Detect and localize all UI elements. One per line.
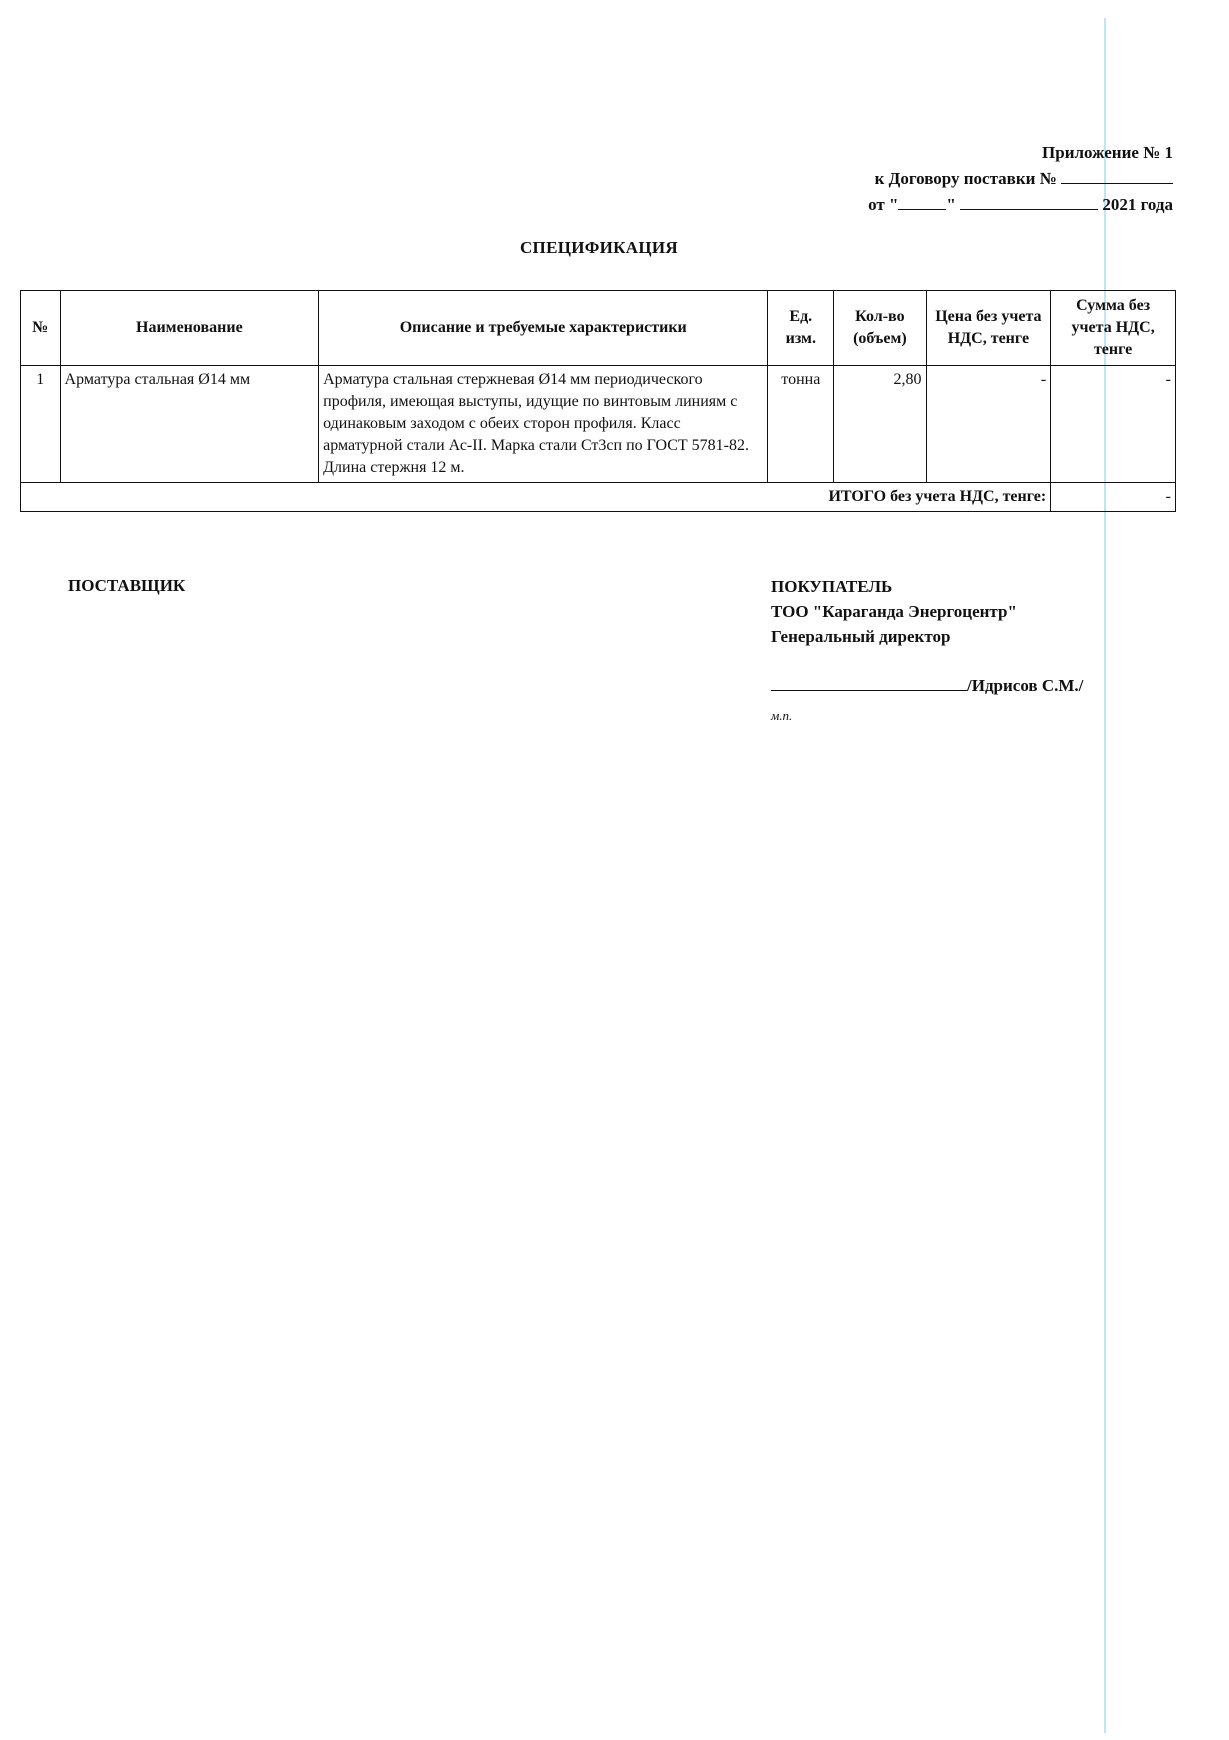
appendix-header [868,140,1173,218]
buyer-label: ПОКУПАТЕЛЬ [771,577,893,596]
total-row [21,483,1176,512]
date-day-blank [898,193,946,210]
stamp-place: м.п. [771,708,793,723]
header-price: Цена без учета НДС, тенге [926,291,1051,366]
document-title: СПЕЦИФИКАЦИЯ [519,238,679,257]
cell-price: - [926,366,1051,483]
cell-sum: - [1051,366,1176,483]
supplier-label: ПОСТАВЩИК [68,576,186,595]
cell-name: Арматура стальная Ø14 мм [60,366,319,483]
contract-number-line [868,166,1173,192]
contract-date-line [868,192,1173,218]
contract-number-blank [1061,167,1173,184]
cell-num: 1 [21,366,61,483]
signature-line [771,674,1083,696]
header-num: № [21,291,61,366]
cell-unit: тонна [768,366,834,483]
date-month-blank [960,193,1098,210]
header-quantity: Кол-во (объем) [834,291,926,366]
buyer-signatory: /Идрисов С.М./ [967,676,1084,695]
buyer-block [771,574,1017,649]
header-description: Описание и требуемые характеристики [319,291,768,366]
contract-prefix: к Договору поставки № [874,169,1057,188]
total-label: ИТОГО без учета НДС, тенге: [21,483,1051,512]
date-mid: " [946,195,956,214]
header-name: Наименование [60,291,319,366]
total-value: - [1051,483,1176,512]
table-row [21,366,1176,483]
table-header-row [21,291,1176,366]
cell-quantity: 2,80 [834,366,926,483]
scan-artifact-line [1104,18,1106,1733]
date-prefix: от " [868,195,899,214]
buyer-position: Генеральный директор [771,627,951,646]
header-sum: Сумма без учета НДС, тенге [1051,291,1176,366]
signature-blank [771,674,967,691]
cell-description: Арматура стальная стержневая Ø14 мм периодического профиля, имеющая выступы, идущие по винтовым линиям с одинаковым заходом с обеих сторон профиля. Класс арматурной стали Ас-II. Марка стали Ст3сп по ГОСТ 5781-82. Длина стержня 12 м. [319,366,768,483]
date-year: 2021 года [1102,195,1173,214]
appendix-number: Приложение № 1 [1042,143,1173,162]
buyer-company: ТОО "Караганда Энергоцентр" [771,602,1017,621]
header-unit: Ед. изм. [768,291,834,366]
specification-table [20,290,1176,512]
